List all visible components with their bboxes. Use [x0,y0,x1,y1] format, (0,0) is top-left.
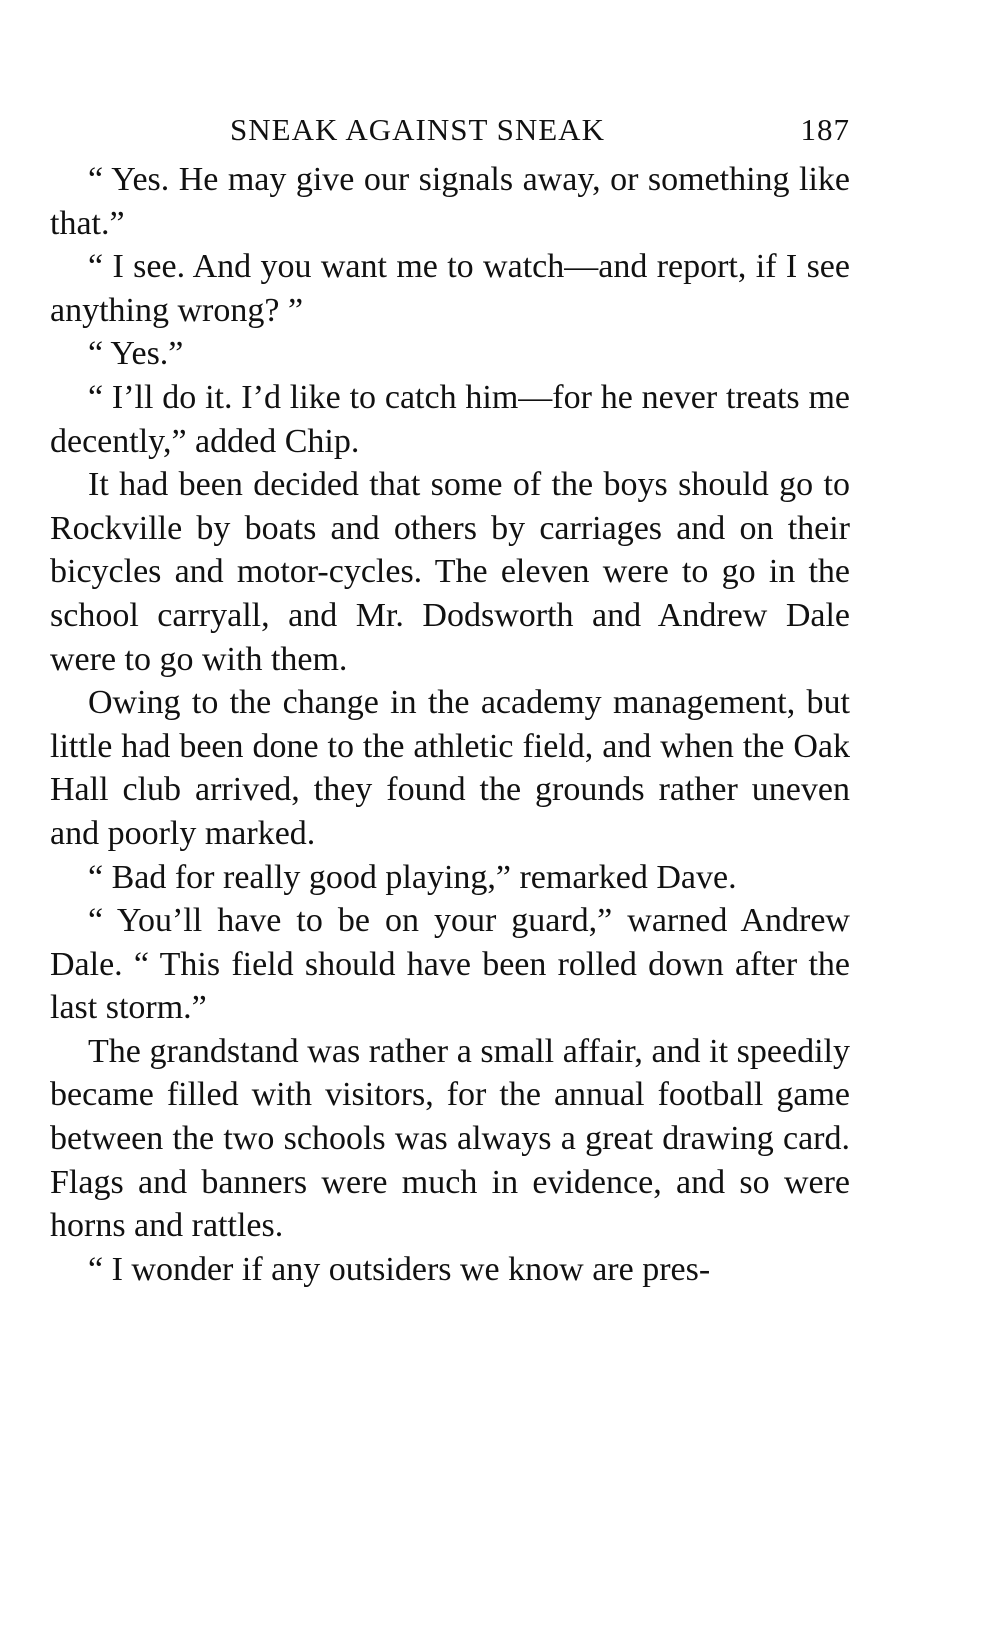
paragraph: It had been decided that some of the boys should go to Rockville by boats and others by carriages and on their bicycles and motor-cycles. The eleven were to go in the school carryall, and Mr. Dodsworth and Andrew Dale were to go with them. [50,466,850,678]
paragraph: “ Yes.” [88,335,184,373]
paragraph: “ You’ll have to be on your guard,” warned Andrew Dale. “ This field should have been rolled down after the last storm.” [50,902,850,1027]
paragraph: “ Bad for really good playing,” remarked Dave. [88,858,737,896]
paragraph: Owing to the change in the academy management, but little had been done to the athletic field, and when the Oak Hall club arrived, they found the grounds rather uneven and poorly marked. [50,684,850,852]
running-title: SNEAK AGAINST SNEAK [230,112,605,147]
paragraph: “ I wonder if any outsiders we know are pres- [88,1250,711,1288]
body-text [50,158,850,1291]
paragraph: “ I see. And you want me to watch—and report, if I see anything wrong? ” [50,248,850,329]
book-page [50,108,850,1291]
page-header [50,108,850,158]
paragraph: “ I’ll do it. I’d like to catch him—for he never treats me decently,” added Chip. [50,378,850,460]
paragraph: “ Yes. He may give our signals away, or something like that.” [50,161,850,242]
paragraph: The grandstand was rather a small affair, and it speedily became filled with visitors, for the annual football game between the two schools was always a great drawing card. Flags and banners were much in evidence, and so were horns and rattles. [50,1032,850,1245]
page-number: 187 [800,112,850,147]
